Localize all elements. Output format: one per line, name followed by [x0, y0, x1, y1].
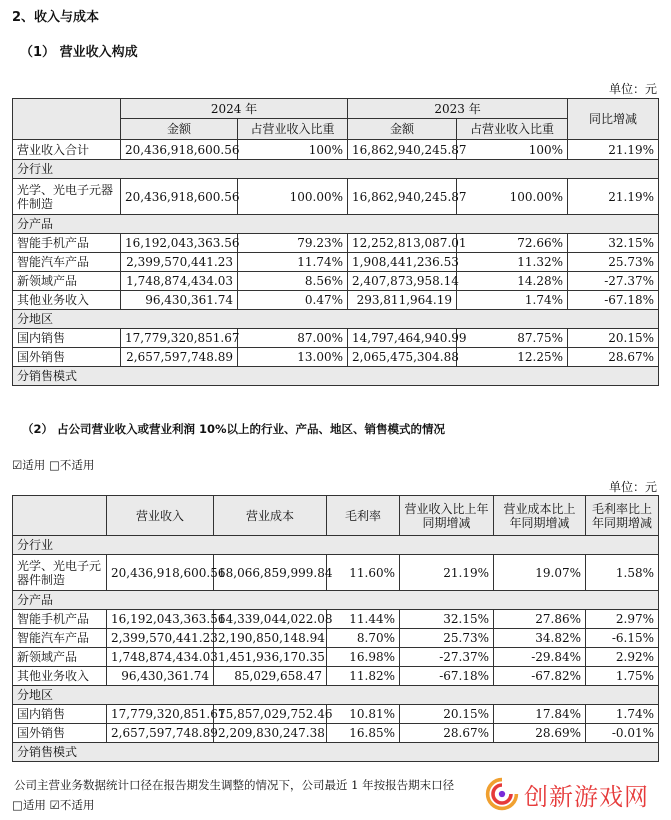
group-row — [13, 743, 659, 762]
cell-value: 28.67% — [400, 724, 494, 743]
cell-value: 15,857,029,752.46 — [214, 705, 327, 724]
group-label: 分产品 — [13, 591, 659, 610]
applicable-checked: ☑适用 — [12, 458, 46, 472]
cell-value: 32.15% — [400, 610, 494, 629]
group-label: 分行业 — [13, 160, 659, 179]
cell-value: 2,657,597,748.89 — [107, 724, 214, 743]
cell-value: 1,748,874,434.03 — [121, 272, 238, 291]
cell-value: 20.15% — [568, 329, 659, 348]
footnote: 公司主营业务数据统计口径在报告期发生调整的情况下，公司最近 1 年按报告期末口径 — [14, 778, 455, 792]
row-label: 新领域产品 — [13, 272, 121, 291]
cell-value: 20,436,918,600.56 — [121, 179, 238, 215]
group-label: 分地区 — [13, 686, 659, 705]
cell-value: 2,209,830,247.38 — [214, 724, 327, 743]
revenue-composition-title: （1） 营业收入构成 — [20, 45, 138, 60]
cell-value: 2,065,475,304.88 — [348, 348, 457, 367]
group-row — [13, 591, 659, 610]
cell-value: 19.07% — [494, 555, 586, 591]
cell-value: 87.00% — [238, 329, 348, 348]
header-yoy: 同比增减 — [568, 99, 659, 140]
header-gross-margin: 毛利率 — [327, 496, 400, 536]
cell-value: 20,436,918,600.56 — [121, 140, 238, 160]
cell-value: 87.75% — [457, 329, 568, 348]
not-applicable-unchecked: □不适用 — [48, 458, 95, 472]
cell-value: 12,252,813,087.01 — [348, 234, 457, 253]
table-row — [13, 348, 659, 367]
row-label: 国内销售 — [13, 705, 107, 724]
cell-value: -0.01% — [586, 724, 659, 743]
cell-value: 20,436,918,600.56 — [107, 555, 214, 591]
header-blank — [13, 99, 121, 140]
cell-value: 32.15% — [568, 234, 659, 253]
cell-value: 10.81% — [327, 705, 400, 724]
cell-value: -6.15% — [586, 629, 659, 648]
cell-value: 2,407,873,958.14 — [348, 272, 457, 291]
table-row — [13, 705, 659, 724]
header-amount-2024: 金额 — [121, 119, 238, 140]
watermark — [484, 776, 649, 812]
group-label: 分产品 — [13, 215, 659, 234]
table-row — [13, 629, 659, 648]
cell-value: 17,779,320,851.67 — [121, 329, 238, 348]
row-label: 营业收入合计 — [13, 140, 121, 160]
cell-value: 17.84% — [494, 705, 586, 724]
row-label: 其他业务收入 — [13, 667, 107, 686]
cell-value: 96,430,361.74 — [107, 667, 214, 686]
cell-value: 16,862,940,245.87 — [348, 179, 457, 215]
cell-value: 1.74% — [586, 705, 659, 724]
revenue-composition-table — [12, 98, 659, 386]
cell-value: 100.00% — [457, 179, 568, 215]
row-label: 光学、光电子元器件制造 — [13, 555, 107, 591]
header-revenue-yoy: 营业收入比上年同期增减 — [400, 496, 494, 536]
cell-value: 21.19% — [568, 140, 659, 160]
table-row — [13, 291, 659, 310]
cell-value: 2,399,570,441.23 — [121, 253, 238, 272]
cell-value: 14.28% — [457, 272, 568, 291]
cell-value: 25.73% — [400, 629, 494, 648]
cell-value: 2.92% — [586, 648, 659, 667]
cell-value: 17,779,320,851.67 — [107, 705, 214, 724]
group-row — [13, 160, 659, 179]
cell-value: 1.75% — [586, 667, 659, 686]
header-cost-yoy: 营业成本比上年同期增减 — [494, 496, 586, 536]
row-label: 光学、光电子元器件制造 — [13, 179, 121, 215]
group-label: 分销售模式 — [13, 367, 659, 386]
header-share-2023: 占营业收入比重 — [457, 119, 568, 140]
table-row — [13, 724, 659, 743]
cell-value: 96,430,361.74 — [121, 291, 238, 310]
row-label: 国外销售 — [13, 724, 107, 743]
cell-value: 16.85% — [327, 724, 400, 743]
table-row — [13, 648, 659, 667]
cell-value: 8.70% — [327, 629, 400, 648]
cell-value: -29.84% — [494, 648, 586, 667]
table-row — [13, 253, 659, 272]
header-amount-2023: 金额 — [348, 119, 457, 140]
cell-value: 27.86% — [494, 610, 586, 629]
cell-value: 11.44% — [327, 610, 400, 629]
cell-value: 85,029,658.47 — [214, 667, 327, 686]
cell-value: 11.60% — [327, 555, 400, 591]
header-blank — [13, 496, 107, 536]
row-label: 智能手机产品 — [13, 234, 121, 253]
watermark-text: 创新游戏网 — [524, 782, 649, 811]
group-label: 分销售模式 — [13, 743, 659, 762]
cell-value: 13.00% — [238, 348, 348, 367]
section-title: 2、收入与成本 — [12, 10, 100, 25]
cell-value: 1,451,936,170.35 — [214, 648, 327, 667]
table-row — [13, 667, 659, 686]
cell-value: 72.66% — [457, 234, 568, 253]
row-label: 新领域产品 — [13, 648, 107, 667]
header-revenue: 营业收入 — [107, 496, 214, 536]
cell-value: 14,797,464,940.99 — [348, 329, 457, 348]
row-label: 国内销售 — [13, 329, 121, 348]
cell-value: 16,192,043,363.56 — [107, 610, 214, 629]
table-row — [13, 234, 659, 253]
cell-value: 21.19% — [568, 179, 659, 215]
applicable-checkbox-row-2 — [12, 797, 94, 813]
cell-value: 100.00% — [238, 179, 348, 215]
cell-value: 16.98% — [327, 648, 400, 667]
major-segments-table — [12, 495, 659, 762]
row-label: 智能汽车产品 — [13, 253, 121, 272]
group-row — [13, 686, 659, 705]
cell-value: -27.37% — [400, 648, 494, 667]
group-row — [13, 215, 659, 234]
cell-value: 20.15% — [400, 705, 494, 724]
unit-label-2: 单位：元 — [608, 480, 657, 494]
row-label: 智能汽车产品 — [13, 629, 107, 648]
cell-value: -27.37% — [568, 272, 659, 291]
table-row — [13, 610, 659, 629]
cell-value: 34.82% — [494, 629, 586, 648]
total-row — [13, 140, 659, 160]
header-margin-yoy: 毛利率比上年同期增减 — [586, 496, 659, 536]
major-segments-title: （2） 占公司营业收入或营业利润 10%以上的行业、产品、地区、销售模式的情况 — [22, 422, 446, 436]
cell-value: 21.19% — [400, 555, 494, 591]
cell-value: 28.67% — [568, 348, 659, 367]
not-applicable-checked: ☑不适用 — [49, 798, 95, 812]
table-row — [13, 555, 659, 591]
cell-value: 79.23% — [238, 234, 348, 253]
cell-value: 8.56% — [238, 272, 348, 291]
cell-value: -67.82% — [494, 667, 586, 686]
cell-value: 2,190,850,148.94 — [214, 629, 327, 648]
header-2024: 2024 年 — [121, 99, 348, 119]
cell-value: 11.74% — [238, 253, 348, 272]
group-row — [13, 536, 659, 555]
header-cost: 营业成本 — [214, 496, 327, 536]
cell-value: 2,657,597,748.89 — [121, 348, 238, 367]
cell-value: 100% — [457, 140, 568, 160]
unit-label-1: 单位：元 — [608, 82, 657, 96]
group-label: 分地区 — [13, 310, 659, 329]
swirl-logo-icon — [484, 776, 520, 812]
cell-value: 2,399,570,441.23 — [107, 629, 214, 648]
cell-value: 293,811,964.19 — [348, 291, 457, 310]
cell-value: 28.69% — [494, 724, 586, 743]
cell-value: 1,908,441,236.53 — [348, 253, 457, 272]
cell-value: 11.32% — [457, 253, 568, 272]
group-row — [13, 367, 659, 386]
header-share-2024: 占营业收入比重 — [238, 119, 348, 140]
cell-value: 1.58% — [586, 555, 659, 591]
header-2023: 2023 年 — [348, 99, 568, 119]
cell-value: -67.18% — [568, 291, 659, 310]
cell-value: 1.74% — [457, 291, 568, 310]
cell-value: 2.97% — [586, 610, 659, 629]
row-label: 国外销售 — [13, 348, 121, 367]
cell-value: 11.82% — [327, 667, 400, 686]
row-label: 其他业务收入 — [13, 291, 121, 310]
cell-value: 25.73% — [568, 253, 659, 272]
row-label: 智能手机产品 — [13, 610, 107, 629]
table-row — [13, 272, 659, 291]
table-row — [13, 179, 659, 215]
cell-value: 12.25% — [457, 348, 568, 367]
cell-value: 14,339,044,022.08 — [214, 610, 327, 629]
cell-value: 100% — [238, 140, 348, 160]
table-row — [13, 329, 659, 348]
applicable-checkbox-row — [12, 457, 94, 473]
cell-value: 0.47% — [238, 291, 348, 310]
group-label: 分行业 — [13, 536, 659, 555]
cell-value: 18,066,859,999.84 — [214, 555, 327, 591]
cell-value: -67.18% — [400, 667, 494, 686]
group-row — [13, 310, 659, 329]
cell-value: 16,192,043,363.56 — [121, 234, 238, 253]
cell-value: 1,748,874,434.03 — [107, 648, 214, 667]
cell-value: 16,862,940,245.87 — [348, 140, 457, 160]
applicable-unchecked: □适用 — [12, 798, 46, 812]
